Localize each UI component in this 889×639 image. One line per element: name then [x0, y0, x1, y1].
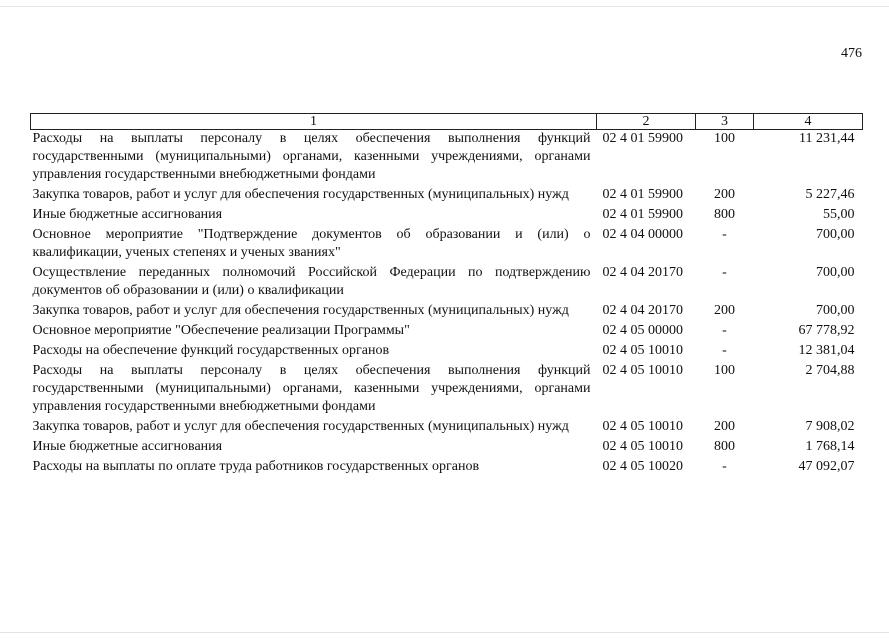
row-description: Иные бюджетные ассигнования — [32, 439, 223, 454]
row-expense-type: 200 — [714, 187, 735, 202]
row-expense-type: - — [722, 343, 727, 358]
row-code: 02 4 05 00000 — [602, 323, 683, 338]
header-row — [31, 114, 863, 130]
row-description: Иные бюджетные ассигнования — [32, 207, 223, 222]
table-row — [31, 322, 863, 342]
row-code: 02 4 05 10020 — [602, 459, 683, 474]
row-expense-type: - — [722, 265, 727, 280]
row-amount: 2 704,88 — [805, 363, 855, 378]
row-code: 02 4 01 59900 — [602, 187, 683, 202]
row-code: 02 4 04 20170 — [602, 265, 683, 280]
row-description: Основное мероприятие "Подтверждение документов об образовании и (или) о квалификации, ученых степенях и ученых званиях" — [32, 227, 591, 260]
row-code: 02 4 04 00000 — [602, 227, 683, 242]
table-row — [31, 342, 863, 362]
row-description: Расходы на обеспечение функций государственных органов — [32, 343, 390, 358]
row-code: 02 4 05 10010 — [602, 363, 683, 378]
table-row — [31, 362, 863, 418]
row-description: Расходы на выплаты персоналу в целях обеспечения выполнения функций государственными (муниципальными) органами, казенными учреждениями, органами управления государственными внебюджетными фондами — [32, 363, 591, 414]
row-code: 02 4 05 10010 — [602, 439, 683, 454]
scan-edge-top — [0, 6, 889, 7]
row-code: 02 4 01 59900 — [602, 131, 683, 146]
row-description: Закупка товаров, работ и услуг для обеспечения государственных (муниципальных) нужд — [32, 419, 569, 434]
row-description: Осуществление переданных полномочий Российской Федерации по подтверждению документов об образовании и (или) о квалификации — [32, 265, 591, 298]
row-description: Закупка товаров, работ и услуг для обеспечения государственных (муниципальных) нужд — [32, 303, 569, 318]
row-expense-type: 200 — [714, 303, 735, 318]
row-code: 02 4 05 10010 — [602, 419, 683, 434]
table-row — [31, 264, 863, 302]
table-row — [31, 206, 863, 226]
table-row — [31, 438, 863, 458]
row-amount: 7 908,02 — [805, 419, 855, 434]
table-body — [31, 130, 863, 479]
row-amount: 700,00 — [816, 303, 855, 318]
row-description: Закупка товаров, работ и услуг для обеспечения государственных (муниципальных) нужд — [32, 187, 569, 202]
row-code: 02 4 01 59900 — [602, 207, 683, 222]
row-description: Расходы на выплаты персоналу в целях обеспечения выполнения функций государственными (муниципальными) органами, казенными учреждениями, органами управления государственными внебюджетными фондами — [32, 131, 591, 182]
row-expense-type: 800 — [714, 439, 735, 454]
row-expense-type: 100 — [714, 131, 735, 146]
row-expense-type: 200 — [714, 419, 735, 434]
page-number: 476 — [841, 46, 862, 61]
table-header — [31, 114, 863, 130]
row-amount: 11 231,44 — [799, 131, 855, 146]
header-col-2: 2 — [597, 114, 696, 130]
row-description: Основное мероприятие "Обеспечение реализации Программы" — [32, 323, 410, 338]
row-amount: 55,00 — [823, 207, 855, 222]
row-description: Расходы на выплаты по оплате труда работников государственных органов — [32, 459, 480, 474]
row-code: 02 4 05 10010 — [602, 343, 683, 358]
row-code: 02 4 04 20170 — [602, 303, 683, 318]
row-amount: 700,00 — [816, 265, 855, 280]
header-col-1: 1 — [31, 114, 597, 130]
row-expense-type: - — [722, 227, 727, 242]
row-amount: 5 227,46 — [805, 187, 855, 202]
row-expense-type: - — [722, 459, 727, 474]
budget-table — [30, 113, 863, 478]
table-row — [31, 418, 863, 438]
table-row — [31, 186, 863, 206]
row-amount: 1 768,14 — [805, 439, 855, 454]
scan-edge-bottom — [0, 632, 889, 633]
row-amount: 12 381,04 — [798, 343, 855, 358]
row-expense-type: 100 — [714, 363, 735, 378]
table-row — [31, 302, 863, 322]
table-row — [31, 226, 863, 264]
row-amount: 700,00 — [816, 227, 855, 242]
header-col-4: 4 — [754, 114, 863, 130]
row-expense-type: - — [722, 323, 727, 338]
row-amount: 47 092,07 — [798, 459, 855, 474]
row-expense-type: 800 — [714, 207, 735, 222]
table-row — [31, 458, 863, 478]
header-col-3: 3 — [696, 114, 754, 130]
row-amount: 67 778,92 — [798, 323, 855, 338]
table-row — [31, 130, 863, 187]
